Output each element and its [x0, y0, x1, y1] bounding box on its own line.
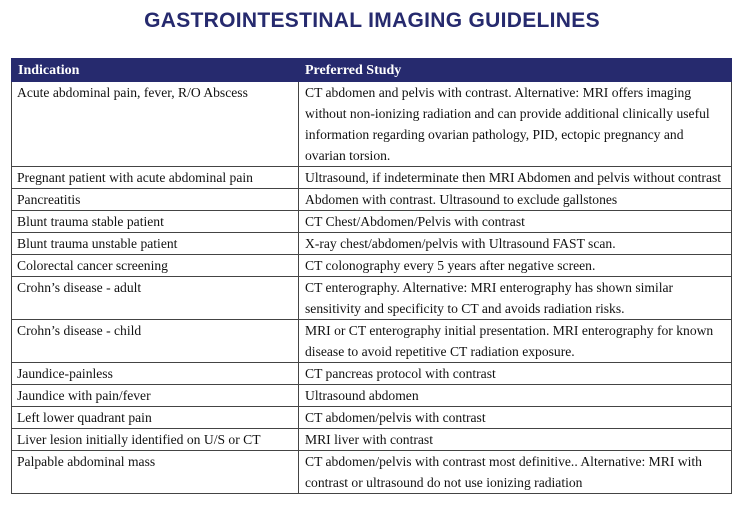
- table-row: [12, 407, 732, 429]
- study-cell: Ultrasound, if indeterminate then MRI Abdomen and pelvis without contrast: [299, 167, 732, 189]
- study-cell: CT pancreas protocol with contrast: [299, 363, 732, 385]
- study-cell: CT abdomen/pelvis with contrast most definitive.. Alternative: MRI with contrast or ultrasound do not use ionizing radiation: [299, 451, 732, 494]
- indication-cell: Pregnant patient with acute abdominal pain: [12, 167, 299, 189]
- study-cell: CT abdomen/pelvis with contrast: [299, 407, 732, 429]
- indication-cell: Crohn’s disease - adult: [12, 277, 299, 320]
- table-row: [12, 233, 732, 255]
- table-row: [12, 211, 732, 233]
- table-row: [12, 255, 732, 277]
- header-preferred-study: Preferred Study: [299, 59, 732, 82]
- indication-cell: Crohn’s disease - child: [12, 320, 299, 363]
- indication-cell: Jaundice with pain/fever: [12, 385, 299, 407]
- study-cell: Abdomen with contrast. Ultrasound to exclude gallstones: [299, 189, 732, 211]
- indication-cell: Jaundice-painless: [12, 363, 299, 385]
- study-cell: CT abdomen and pelvis with contrast. Alternative: MRI offers imaging without non-ionizing radiation and can provide additional clinically useful information regarding ovarian pathology, PID, ectopic pregnancy and ovarian torsion.: [299, 82, 732, 167]
- study-cell: CT colonography every 5 years after negative screen.: [299, 255, 732, 277]
- header-row: [12, 59, 732, 82]
- study-cell: MRI liver with contrast: [299, 429, 732, 451]
- study-cell: CT Chest/Abdomen/Pelvis with contrast: [299, 211, 732, 233]
- table-row: [12, 82, 732, 167]
- imaging-guidelines-table: [11, 58, 732, 494]
- indication-cell: Blunt trauma unstable patient: [12, 233, 299, 255]
- study-cell: CT enterography. Alternative: MRI enterography has shown similar sensitivity and specificity to CT and avoids radiation risks.: [299, 277, 732, 320]
- table-row: [12, 189, 732, 211]
- table-row: [12, 277, 732, 320]
- indication-cell: Pancreatitis: [12, 189, 299, 211]
- table-row: [12, 167, 732, 189]
- table-row: [12, 363, 732, 385]
- indication-cell: Liver lesion initially identified on U/S or CT: [12, 429, 299, 451]
- table-row: [12, 429, 732, 451]
- header-indication: Indication: [12, 59, 299, 82]
- study-cell: MRI or CT enterography initial presentation. MRI enterography for known disease to avoid repetitive CT radiation exposure.: [299, 320, 732, 363]
- study-cell: X-ray chest/abdomen/pelvis with Ultrasound FAST scan.: [299, 233, 732, 255]
- table-row: [12, 385, 732, 407]
- indication-cell: Blunt trauma stable patient: [12, 211, 299, 233]
- table-row: [12, 320, 732, 363]
- table-row: [12, 451, 732, 494]
- indication-cell: Palpable abdominal mass: [12, 451, 299, 494]
- indication-cell: Left lower quadrant pain: [12, 407, 299, 429]
- indication-cell: Acute abdominal pain, fever, R/O Abscess: [12, 82, 299, 167]
- page-title: GASTROINTESTINAL IMAGING GUIDELINES: [144, 9, 600, 32]
- study-cell: Ultrasound abdomen: [299, 385, 732, 407]
- indication-cell: Colorectal cancer screening: [12, 255, 299, 277]
